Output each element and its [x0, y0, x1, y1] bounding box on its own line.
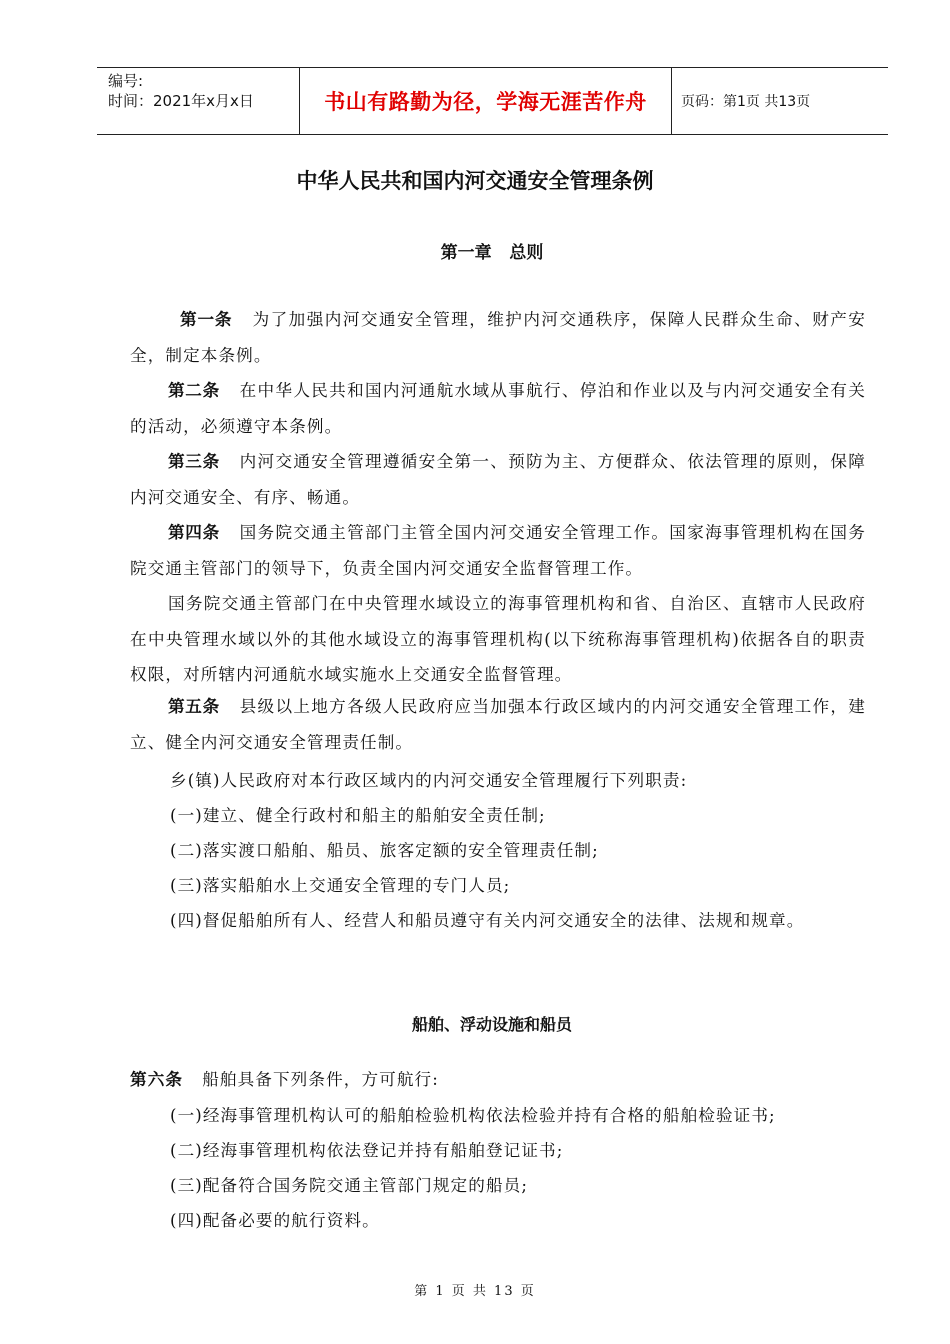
- section-heading: 船舶、浮动设施和船员: [411, 1015, 572, 1034]
- list-item: (四)配备必要的航行资料。: [170, 1211, 380, 1230]
- article-5-paragraph-2: 乡(镇)人民政府对本行政区域内的内河交通安全管理履行下列职责:: [170, 771, 688, 790]
- list-item: (二)落实渡口船舶、船员、旅客定额的安全管理责任制;: [170, 841, 599, 860]
- article-label: 第一条: [180, 310, 233, 329]
- article-4: [130, 515, 866, 586]
- article-3: [130, 444, 866, 515]
- document-title: 中华人民共和国内河交通安全管理条例: [296, 169, 654, 193]
- number-label: 编号:: [108, 72, 144, 90]
- article-text: 国务院交通主管部门主管全国内河交通安全管理工作。国家海事管理机构在国务院交通主管部门的领导下，负责全国内河交通安全监督管理工作。: [130, 523, 867, 578]
- article-label: 第四条: [168, 523, 220, 542]
- list-item: (四)督促船舶所有人、经营人和船员遵守有关内河交通安全的法律、法规和规章。: [170, 911, 805, 930]
- date-label: 时间：2021年x月x日: [108, 92, 254, 110]
- article-text: 县级以上地方各级人民政府应当加强本行政区域内的内河交通安全管理工作，建立、健全内河交通安全管理责任制。: [130, 697, 867, 752]
- list-item: (一)经海事管理机构认可的船舶检验机构依法检验并持有合格的船舶检验证书;: [170, 1106, 776, 1125]
- article-text: 为了加强内河交通安全管理，维护内河交通秩序，保障人民群众生命、财产安全，制定本条例。: [130, 310, 866, 365]
- article-text: 在中华人民共和国内河通航水域从事航行、停泊和作业以及与内河交通安全有关的活动，必须遵守本条例。: [130, 381, 867, 436]
- header-meta-cell: [97, 68, 300, 134]
- article-label: 第二条: [168, 381, 220, 400]
- list-item: (三)配备符合国务院交通主管部门规定的船员;: [170, 1176, 529, 1195]
- document-header: [97, 67, 888, 135]
- article-text: 船舶具备下列条件，方可航行:: [202, 1070, 439, 1089]
- article-1: [130, 302, 866, 373]
- list-item: (一)建立、健全行政村和船主的船舶安全责任制;: [170, 806, 546, 825]
- list-item: (三)落实船舶水上交通安全管理的专门人员;: [170, 876, 511, 895]
- article-5: [130, 689, 866, 760]
- article-6: [130, 1066, 439, 1090]
- article-label: 第三条: [168, 452, 220, 471]
- article-2: [130, 373, 866, 444]
- article-4-paragraph-2: 国务院交通主管部门在中央管理水域设立的海事管理机构和省、自治区、直辖市人民政府在中央管理水域以外的其他水域设立的海事管理机构(以下统称海事管理机构)依据各自的职责权限，对所辖内河通航水域实施水上交通安全监督管理。: [130, 594, 866, 684]
- chapter-heading: 第一章 总则: [440, 243, 544, 263]
- article-label: 第六条: [130, 1070, 184, 1089]
- page-footer: 第 1 页 共 13 页: [414, 1284, 536, 1299]
- article-text: 内河交通安全管理遵循安全第一、预防为主、方便群众、依法管理的原则，保障内河交通安全、有序、畅通。: [130, 452, 867, 507]
- list-item: (二)经海事管理机构依法登记并持有船舶登记证书;: [170, 1141, 564, 1160]
- header-motto: 书山有路勤为径，学海无涯苦作舟: [300, 68, 672, 134]
- header-page-info: 页码：第1页 共13页: [681, 94, 811, 110]
- article-label: 第五条: [168, 697, 220, 716]
